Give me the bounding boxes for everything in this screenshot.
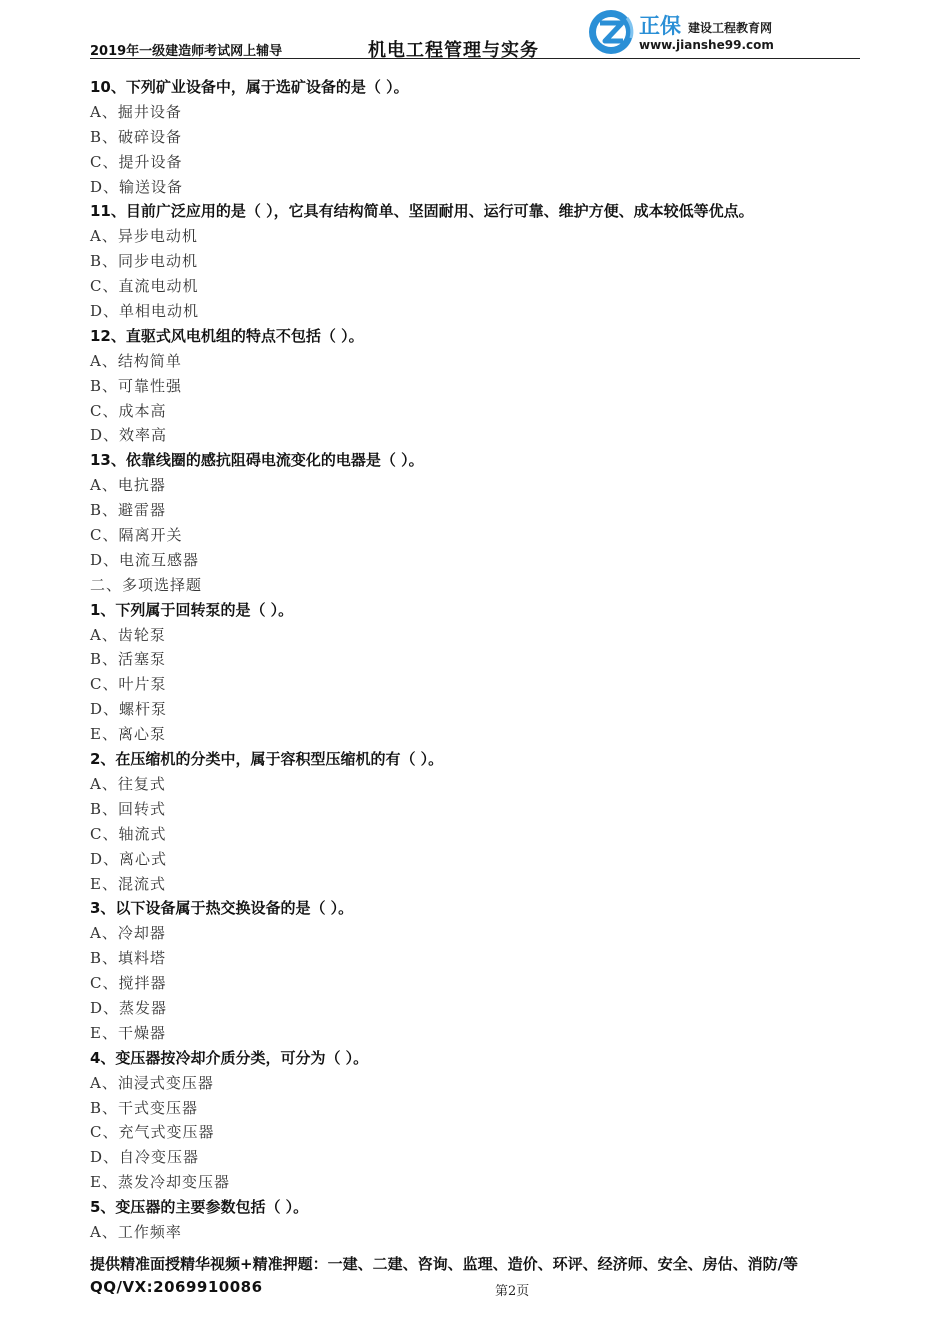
logo-url: www.jianshe99.com xyxy=(639,38,774,52)
answer-option: D、效率高 xyxy=(90,426,168,445)
answer-option: E、混流式 xyxy=(90,874,166,893)
question-stem: 12、直驱式风电机组的特点不包括（ ）。 xyxy=(90,326,364,345)
answer-option: A、异步电动机 xyxy=(90,227,198,246)
promo-text: 提供精准面授精华视频+精准押题：一建、二建、咨询、监理、造价、环评、经济师、安全、房估、消防/等 xyxy=(90,1255,799,1273)
answer-option: A、齿轮泵 xyxy=(90,625,166,644)
answer-option: A、油浸式变压器 xyxy=(90,1073,214,1092)
page-footer xyxy=(90,1253,860,1299)
answer-option: D、蒸发器 xyxy=(90,998,168,1017)
answer-option: B、回转式 xyxy=(90,799,167,818)
question-content xyxy=(90,75,860,1245)
question-stem: 5、变压器的主要参数包括（ ）。 xyxy=(90,1198,309,1217)
answer-option: B、破碎设备 xyxy=(90,127,183,146)
answer-option: C、叶片泵 xyxy=(90,675,167,694)
answer-option: B、可靠性强 xyxy=(90,376,183,395)
logo-emblem-icon xyxy=(587,8,635,56)
page-number: 第2页 xyxy=(495,1284,530,1299)
answer-option: A、结构简单 xyxy=(90,351,182,370)
answer-option: E、干燥器 xyxy=(90,1023,166,1042)
answer-option: C、搅拌器 xyxy=(90,974,167,993)
question-stem: 1、下列属于回转泵的是（ ）。 xyxy=(90,600,294,619)
answer-option: C、提升设备 xyxy=(90,152,183,171)
answer-option: B、活塞泵 xyxy=(90,650,167,669)
answer-option: C、直流电动机 xyxy=(90,277,199,296)
question-stem: 4、变压器按冷却介质分类，可分为（ ）。 xyxy=(90,1048,369,1067)
question-stem: 10、下列矿业设备中，属于选矿设备的是（ ）。 xyxy=(90,78,409,96)
answer-option: D、螺杆泵 xyxy=(90,700,168,719)
logo-brand: 正保 xyxy=(639,14,681,38)
page-header xyxy=(90,0,860,60)
brand-logo xyxy=(587,8,787,56)
answer-option: E、蒸发冷却变压器 xyxy=(90,1173,230,1192)
subject-title: 机电工程管理与实务 xyxy=(368,40,539,61)
answer-option: B、干式变压器 xyxy=(90,1098,199,1117)
answer-option: C、轴流式 xyxy=(90,824,167,843)
question-stem: 11、目前广泛应用的是（ ），它具有结构简单、坚固耐用、运行可靠、维护方便、成本较低等优点。 xyxy=(90,202,754,221)
answer-option: A、冷却器 xyxy=(90,924,166,943)
answer-option: E、离心泵 xyxy=(90,725,166,744)
answer-option: A、电抗器 xyxy=(90,476,166,495)
answer-option: D、离心式 xyxy=(90,849,168,868)
exam-title: 2019年一级建造师考试网上辅导 xyxy=(90,44,283,59)
logo-subtitle: 建设工程教育网 xyxy=(688,21,773,35)
answer-option: C、成本高 xyxy=(90,401,167,420)
answer-option: B、同步电动机 xyxy=(90,252,199,271)
answer-option: B、避雷器 xyxy=(90,501,167,520)
contact-info: QQ/VX:2069910086 xyxy=(90,1278,263,1296)
answer-option: D、单相电动机 xyxy=(90,302,200,321)
answer-option: D、输送设备 xyxy=(90,177,184,196)
answer-option: D、电流互感器 xyxy=(90,550,200,569)
answer-option: C、充气式变压器 xyxy=(90,1123,215,1142)
question-stem: 13、依靠线圈的感抗阻碍电流变化的电器是（ ）。 xyxy=(90,451,424,470)
header-divider xyxy=(90,58,860,59)
answer-option: D、自冷变压器 xyxy=(90,1148,200,1167)
question-stem: 2、在压缩机的分类中，属于容积型压缩机的有（ ）。 xyxy=(90,750,444,769)
answer-option: A、掘井设备 xyxy=(90,102,182,121)
answer-option: B、填料塔 xyxy=(90,949,167,968)
question-stem: 3、以下设备属于热交换设备的是（ ）。 xyxy=(90,899,354,918)
answer-option: A、往复式 xyxy=(90,774,166,793)
answer-option: C、隔离开关 xyxy=(90,526,183,545)
section-heading: 二、多项选择题 xyxy=(90,575,203,594)
answer-option: A、工作频率 xyxy=(90,1222,182,1241)
